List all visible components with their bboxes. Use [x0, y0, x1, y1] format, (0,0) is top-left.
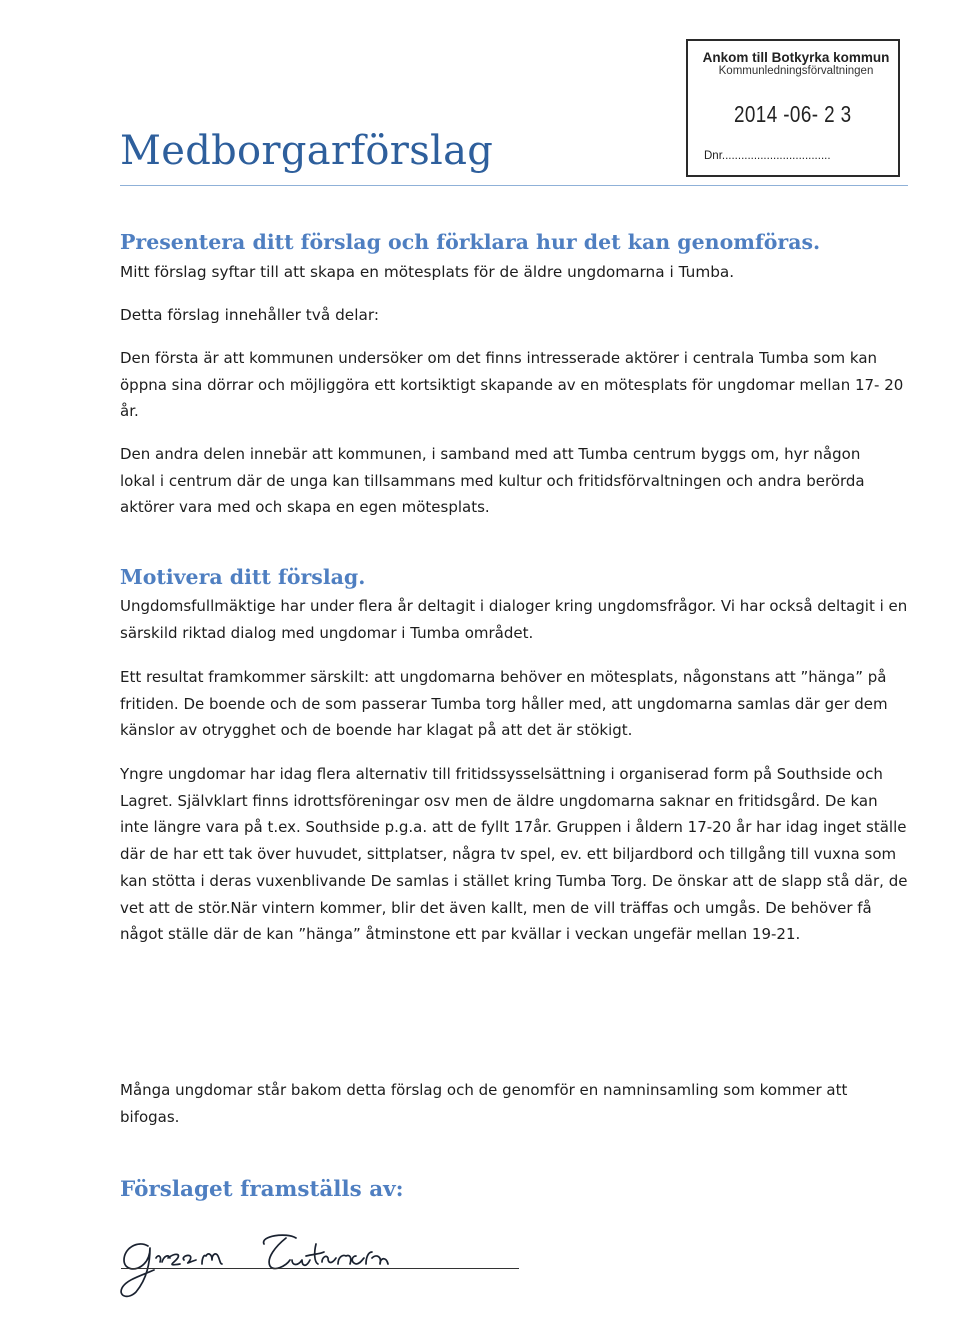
handwritten-signature [110, 1218, 450, 1302]
paragraph-petition: Många ungdomar står bakom detta förslag och de genomför en namninsamling som kommer att bifogas. [120, 1081, 848, 1126]
stamp-dnr: Dnr.................................. [704, 150, 831, 162]
signature-line [121, 1268, 519, 1269]
heading-presentation: Presentera ditt förslag och förklara hur det kan genomföras. [120, 230, 821, 254]
paragraph-younger-youth: Yngre ungdomar har idag flera alternativ till fritidssysselsättning i organiserad form på Southside och Lagret. Självklart finns idrottsföreningar osv men de äldre ungdomarna saknar en fritidsgård. De kan inte längre vara på t.ex. Southside p.g.a. att de fyllt 17år. Gruppen i åldern 17-20 år har idag inget ställe där de har ett tak över huvudet, sittplatser, några tv spel, ev. ett biljardbord och tillgång till vuxna som kan stötta i deras vuxenblivande De samlas i stället kring Tumba Torg. De önskar att de slapp stå där, de vet att de stör.När vintern kommer, blir det även kallt, men de vill träffas och umgås. De behöver få något ställe där de kan ”hänga” åtminstone ett par kvällar i veckan ungefär mellan 19-21. [120, 765, 908, 944]
document-title: Medborgarförslag [120, 128, 494, 174]
paragraph-first-part: Den första är att kommunen undersöker om det finns intresserade aktörer i centrala Tumba som kan öppna sina dörrar och möjliggöra ett kortsiktigt skapande av en mötesplats för ungdomar mellan 17- 20 år. [120, 349, 904, 421]
stamp-date: 2014 -06- 2 3 [734, 101, 852, 127]
title-underline [120, 185, 908, 186]
paragraph-two-parts: Detta förslag innehåller två delar: [120, 306, 380, 324]
stamp-organization: Ankom till Botkyrka kommun [702, 50, 890, 65]
heading-submitter: Förslaget framställs av: [120, 1177, 404, 1202]
paragraph-purpose: Mitt förslag syftar till att skapa en mötesplats för de äldre ungdomarna i Tumba. [120, 263, 735, 281]
heading-motivation: Motivera ditt förslag. [120, 565, 366, 589]
stamp-department: Kommunledningsförvaltningen [718, 65, 874, 77]
paragraph-dialogues: Ungdomsfullmäktige har under flera år deltagit i dialoger kring ungdomsfrågor. Vi har också deltagit i en särskild riktad dialog med ungdomar i Tumba området. [120, 597, 908, 642]
signature-graphic [110, 1218, 450, 1298]
paragraph-result: Ett resultat framkommer särskilt: att ungdomarna behöver en mötesplats, någonstans att ”hänga” på fritiden. De boende och de som passerar Tumba torg håller med, att ungdomarna samlas där ger dem känslor av otrygghet och de boende har klagat på att det är stökigt. [120, 668, 888, 740]
paragraph-second-part: Den andra delen innebär att kommunen, i samband med att Tumba centrum byggs om, hyr någon lokal i centrum där de unga kan tillsammans med kultur och fritidsförvaltningen och andra berörda aktörer vara med och skapa en egen mötesplats. [120, 445, 865, 517]
received-stamp [686, 39, 900, 177]
